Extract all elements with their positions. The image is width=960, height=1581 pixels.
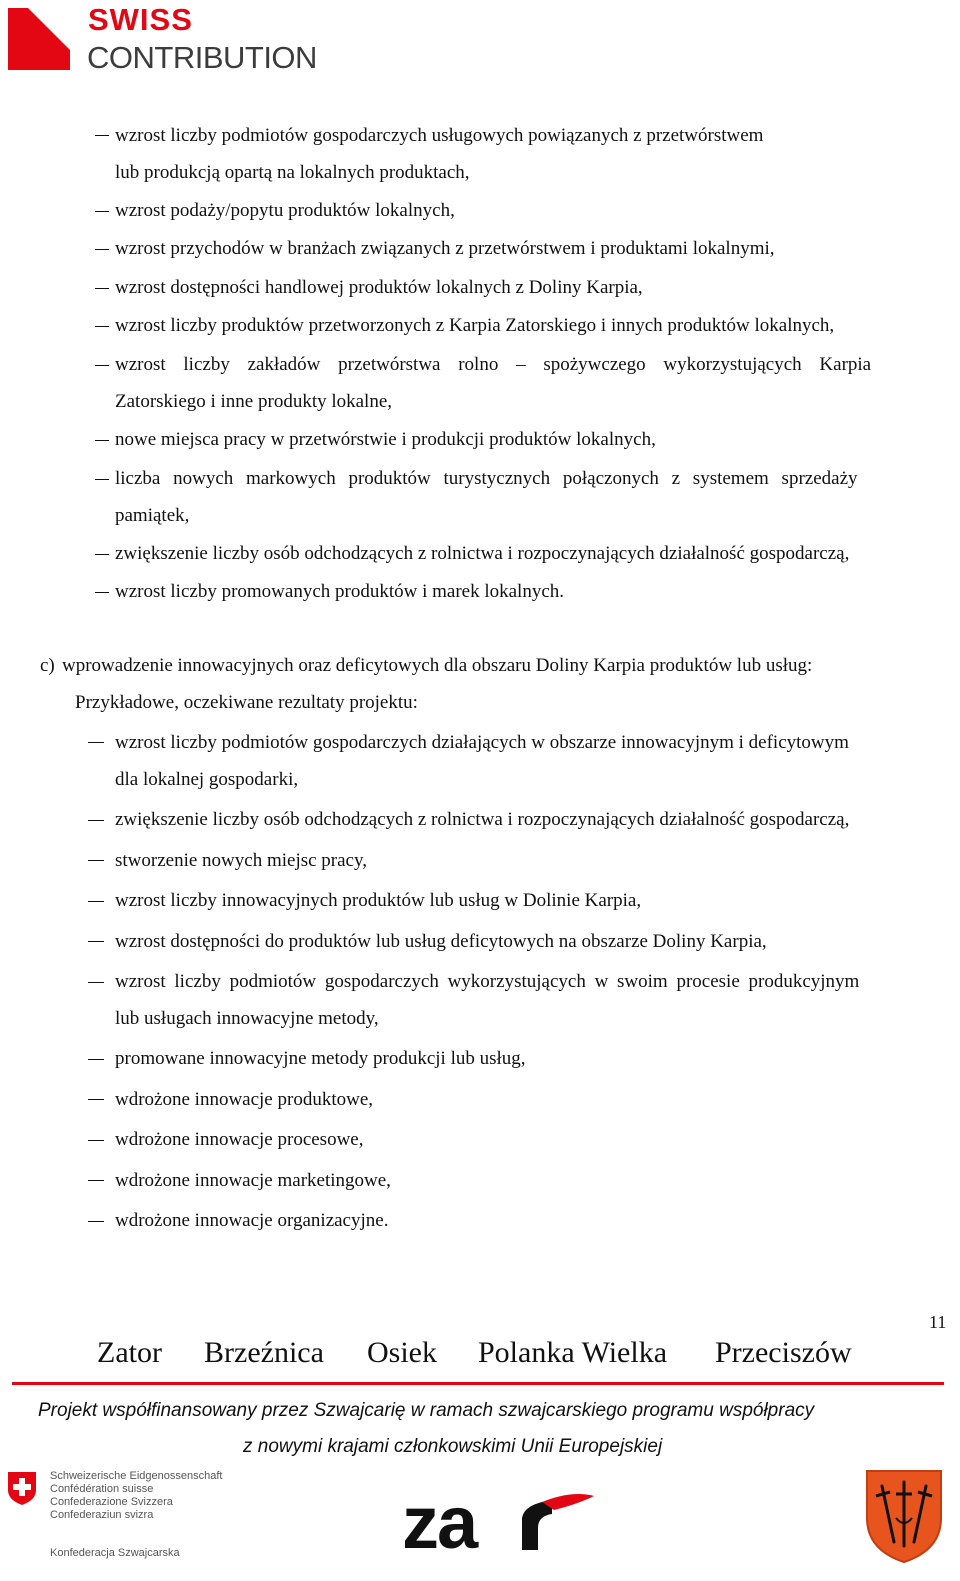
list-item-line: wzrost liczby produktów przetworzonych z Karpia Zatorskiego i innych produktów lokalnych, bbox=[115, 315, 835, 336]
list-item-line: promowane innowacyjne metody produkcji lub usług, bbox=[115, 1048, 526, 1069]
list-item-line: lub produkcją opartą na lokalnych produktach, bbox=[115, 162, 470, 183]
list-item-line: stworzenie nowych miejsc pracy, bbox=[115, 850, 368, 871]
list-item-line: wzrost przychodów w branżach związanych z przetwórstwem i produktami lokalnymi, bbox=[115, 238, 775, 259]
logo-contribution-text: CONTRIBUTION bbox=[87, 40, 317, 75]
list-item-line: wzrost podaży/popytu produktów lokalnych, bbox=[115, 200, 455, 221]
list-item-line: wzrost liczby promowanych produktów i marek lokalnych. bbox=[115, 581, 565, 602]
list-dash bbox=[88, 982, 104, 983]
svg-text:za: za bbox=[402, 1488, 477, 1558]
list-dash bbox=[88, 1180, 104, 1181]
cofinancing-line-2: z nowymi krajami członkowskimi Unii Europejskiej bbox=[243, 1436, 663, 1457]
list-dash bbox=[95, 326, 109, 327]
section-c-intro: Przykładowe, oczekiwane rezultaty projektu: bbox=[75, 692, 418, 713]
list-item-line: wzrost dostępności handlowej produktów lokalnych z Doliny Karpia, bbox=[115, 277, 643, 298]
list-dash bbox=[95, 135, 109, 136]
section-c-marker: c) bbox=[40, 655, 55, 676]
federation-pl: Konfederacja Szwajcarska bbox=[50, 1547, 180, 1559]
zator-logo bbox=[402, 1488, 602, 1558]
list-dash bbox=[95, 211, 109, 212]
list-dash bbox=[88, 1221, 104, 1222]
list-item-line: zwiększenie liczby osób odchodzących z rolnictwa i rozpoczynających działalność gospodarczą, bbox=[115, 543, 850, 564]
section-c-heading: wprowadzenie innowacyjnych oraz deficytowych dla obszaru Doliny Karpia produktów lub usług: bbox=[62, 655, 813, 676]
town-osiek: Osiek bbox=[367, 1336, 437, 1369]
town-przeciszow: Przeciszów bbox=[715, 1336, 852, 1369]
regional-coat-of-arms-icon bbox=[864, 1468, 944, 1564]
list-item-line: wzrost liczby podmiotów gospodarczych wykorzystujących w swoim procesie produkcyjnym bbox=[115, 971, 860, 992]
list-dash bbox=[95, 592, 109, 593]
cofinancing-line-1: Projekt współfinansowany przez Szwajcarię w ramach szwajcarskiego programu współpracy bbox=[38, 1400, 815, 1421]
list-item-line: wdrożone innowacje marketingowe, bbox=[115, 1170, 391, 1191]
town-zator: Zator bbox=[97, 1336, 162, 1369]
town-polanka-wielka: Polanka Wielka bbox=[478, 1336, 668, 1369]
list-dash bbox=[88, 1099, 104, 1100]
federation-rm: Confederaziun svizra bbox=[50, 1509, 154, 1521]
list-dash bbox=[95, 288, 109, 289]
list-item-line: liczba nowych markowych produktów turystycznych połączonych z systemem sprzedaży bbox=[115, 468, 858, 489]
list-item-line: wdrożone innowacje procesowe, bbox=[115, 1129, 364, 1150]
list-dash bbox=[95, 554, 109, 555]
list-dash bbox=[88, 820, 104, 821]
list-item-line: wdrożone innowacje organizacyjne. bbox=[115, 1210, 389, 1231]
list-dash bbox=[95, 479, 109, 480]
list-item-line: wzrost liczby innowacyjnych produktów lub usług w Dolinie Karpia, bbox=[115, 890, 642, 911]
list-dash bbox=[88, 1059, 104, 1060]
list-item-line: wdrożone innowacje produktowe, bbox=[115, 1089, 374, 1110]
list-item-line: nowe miejsca pracy w przetwórstwie i produkcji produktów lokalnych, bbox=[115, 429, 656, 450]
list-dash bbox=[95, 440, 109, 441]
list-dash bbox=[88, 860, 104, 861]
list-item-line: lub usługach innowacyjne metody, bbox=[115, 1008, 379, 1029]
list-item-line: wzrost liczby podmiotów gospodarczych działających w obszarze innowacyjnym i deficytowym bbox=[115, 732, 849, 753]
page-number: 11 bbox=[929, 1312, 947, 1332]
footer-divider bbox=[12, 1382, 944, 1385]
list-item-line: pamiątek, bbox=[115, 505, 190, 526]
list-item-line: Zatorskiego i inne produkty lokalne, bbox=[115, 391, 393, 412]
federation-de: Schweizerische Eidgenossenschaft bbox=[50, 1470, 223, 1482]
swiss-federation-names bbox=[50, 1470, 222, 1522]
list-item-line: zwiększenie liczby osób odchodzących z rolnictwa i rozpoczynających działalność gospodarczą, bbox=[115, 809, 850, 830]
list-dash bbox=[95, 365, 109, 366]
list-dash bbox=[88, 941, 104, 942]
logo-swiss-text: SWISS bbox=[88, 2, 193, 37]
list-item-line: dla lokalnej gospodarki, bbox=[115, 769, 299, 790]
list-item-line: wzrost dostępności do produktów lub usług deficytowych na obszarze Doliny Karpia, bbox=[115, 931, 767, 952]
list-dash bbox=[88, 742, 104, 743]
town-brzeznica: Brzeźnica bbox=[204, 1336, 324, 1369]
list-item-line: wzrost liczby zakładów przetwórstwa rolno – spożywczego wykorzystujących Karpia bbox=[115, 354, 872, 375]
list-dash bbox=[88, 1140, 104, 1141]
swiss-coat-of-arms-icon bbox=[6, 1470, 38, 1506]
federation-it: Confederazione Svizzera bbox=[50, 1496, 173, 1508]
swiss-contribution-logo-mark bbox=[8, 8, 70, 70]
list-item-line: wzrost liczby podmiotów gospodarczych usługowych powiązanych z przetwórstwem bbox=[115, 125, 764, 146]
list-dash bbox=[95, 249, 109, 250]
list-dash bbox=[88, 901, 104, 902]
federation-fr: Confédération suisse bbox=[50, 1483, 154, 1495]
